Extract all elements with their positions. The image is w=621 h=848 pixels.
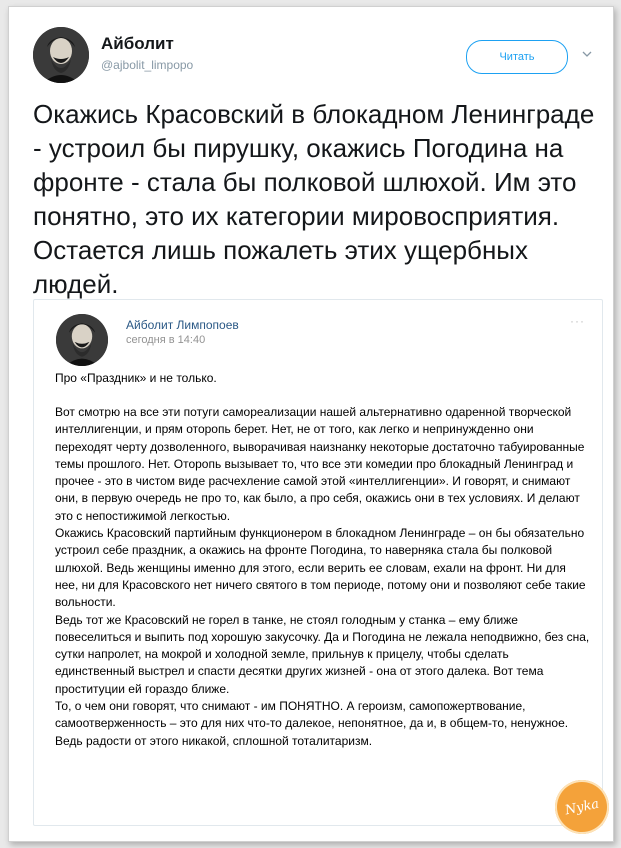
embedded-post (33, 299, 603, 826)
author-avatar[interactable] (33, 27, 89, 83)
tweet-text: Окажись Красовский в блокадном Ленинграде - устроил бы пирушку, окажись Погодина на фронте - стала бы полковой шлюхой. Им это понятно, это их категории мировосприятия. Остается лишь пожалеть этих ущербных людей. (33, 99, 595, 299)
more-options-icon[interactable]: ··· (570, 314, 585, 328)
embedded-post-intro: Про «Праздник» и не только. (55, 371, 217, 385)
embedded-post-time[interactable]: сегодня в 14:40 (126, 334, 206, 346)
embedded-post-paragraph: То, о чем они говорят, что снимают - им ПОНЯТНО. А героизм, самопожертвование, самоотверженность – это для них что-то далекое, непонятное, да и, в общем-то, ненужное. Ведь радости от этого никакой, сплошной тоталитаризм. (55, 699, 569, 748)
embedded-post-paragraph: Окажись Красовский партийным функционером в блокадном Ленинграде – он бы обязательно устроил себе праздник, а окажись на фронте Погодина, то наверняка стала бы полковой шлюхой. Ведь женщины именно для этого, если верить ее словам, ехали на фронт. Ни для нее, ни для Красовского нет ничего святого в том периоде, потому они и позволяют себе такие вольности. (55, 526, 586, 610)
embedded-author-name[interactable]: Айболит Лимпопоев (126, 318, 239, 332)
author-handle[interactable]: @ajbolit_limpopo (101, 58, 194, 72)
chevron-down-icon[interactable] (582, 49, 592, 59)
author-name[interactable]: Айболит (101, 34, 174, 53)
follow-button[interactable]: Читать (466, 40, 568, 74)
embedded-author-avatar[interactable] (56, 314, 108, 366)
embedded-post-paragraph: Вот смотрю на все эти потуги самореализации нашей альтернативно одаренной творческой интеллигенции, и прям оторопь берет. Нет, не от того, как легко и непринужденно они переходят черту дозволенного, выворачивая наизнанку некоторые достаточно табуированные темы прошлого. Нет. Оторопь вызывает то, что все эти комедии про блокадный Ленинград и прочее - это в чистом виде расчехление самой этой «интеллигенции». И говорят, и снимают они, в первую очередь не про то, как было, а про себя, окажись они в тех условиях. И делают это с непостижимой легкостью. (55, 405, 585, 523)
watermark-logo: Nyka (550, 775, 614, 839)
tweet-card (8, 6, 614, 842)
embedded-post-paragraph: Ведь тот же Красовский не горел в танке, не стоял голодным у станка – ему ближе повеселиться и выпить под хорошую закусочку. Да и Погодина не лежала неподвижно, без сна, сутки напролет, на мокрой и холодной земле, прильнув к прицелу, чтобы сделать единственный выстрел и спасти десятки других жизней - она от этого далека. Вот тема проституции ей гораздо ближе. (55, 612, 590, 696)
embedded-post-body (55, 404, 591, 750)
